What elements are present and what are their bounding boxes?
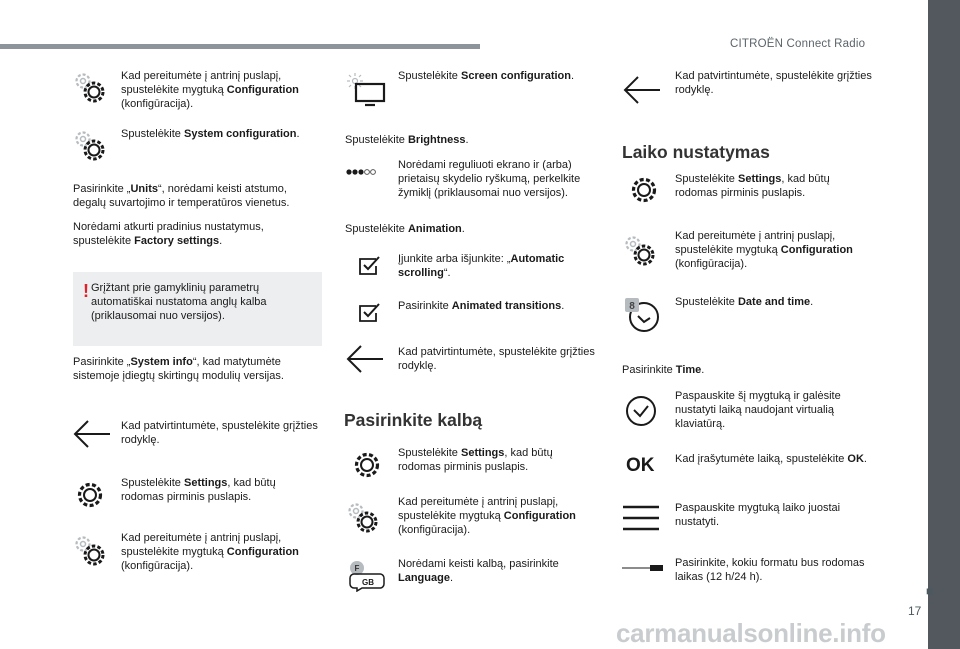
watermark: carmanualsonline.info bbox=[616, 618, 886, 648]
settings-gears-icon bbox=[72, 128, 108, 164]
col1-factory-paragraph: Norėdami atkurti pradinius nustatymus, spustelėkite Factory settings. bbox=[73, 221, 264, 247]
col3-configuration-paragraph: Kad pereitumėte į antrinį puslapį, spustelėkite mygtuką Configuration (konfigūracija). bbox=[675, 230, 853, 270]
col1-settings-paragraph: Spustelėkite Settings, kad būtų rodomas pirminis puslapis. bbox=[121, 477, 276, 503]
checkbox-checked-icon bbox=[358, 254, 382, 276]
checkbox-checked-icon bbox=[358, 301, 382, 323]
settings-gear-icon bbox=[353, 451, 381, 479]
header-rule bbox=[0, 44, 480, 49]
col2-auto-scroll-paragraph: Įjunkite arba išjunkite: „Automatic scrolling“. bbox=[398, 253, 565, 279]
col3-date-time-paragraph: Spustelėkite Date and time. bbox=[675, 296, 814, 308]
clock-badge-text: 8 bbox=[629, 301, 635, 312]
col1-units-paragraph: Pasirinkite „Units“, norėdami keisti atstumo, degalų suvartojimo ir temperatūros vienetus. bbox=[73, 183, 290, 209]
col1-configuration-paragraph: Kad pereitumėte į antrinį puslapį, spustelėkite mygtuką Configuration (konfigūracija). bbox=[121, 70, 299, 110]
language-icon-f: F bbox=[354, 564, 360, 573]
col1-configuration-paragraph-2: Kad pereitumėte į antrinį puslapį, spustelėkite mygtuką Configuration (konfigūracija). bbox=[121, 532, 299, 572]
back-arrow-icon bbox=[622, 75, 662, 105]
col1-system-configuration-paragraph: Spustelėkite System configuration. bbox=[121, 128, 300, 140]
menu-lines-icon bbox=[622, 503, 660, 533]
screen-brightness-icon bbox=[345, 72, 387, 108]
settings-gears-icon bbox=[72, 533, 108, 569]
col3-settings-paragraph: Spustelėkite Settings, kad būtų rodomas pirminis puslapis. bbox=[675, 173, 830, 199]
ok-icon: OK bbox=[626, 455, 655, 476]
col3-virtual-keyboard-paragraph: Paspauskite šį mygtuką ir galėsite nustatyti laiką naudojant virtualią klaviatūrą. bbox=[675, 390, 841, 430]
col2-language-paragraph: Norėdami keisti kalbą, pasirinkite Language. bbox=[398, 558, 559, 584]
col2-back-paragraph: Kad patvirtintumėte, spustelėkite grįžties rodyklę. bbox=[398, 346, 595, 372]
time-heading: Laiko nustatymas bbox=[622, 142, 770, 162]
col2-animation-paragraph: Spustelėkite Animation. bbox=[345, 223, 465, 235]
col2-screen-config-paragraph: Spustelėkite Screen configuration. bbox=[398, 70, 575, 82]
col2-brightness-description: Norėdami reguliuoti ekrano ir (arba) prietaisų skydelio ryškumą, perkelkite žymiklį (priklausomai nuo versijos). bbox=[398, 159, 581, 199]
col3-ok-paragraph: Kad įrašytumėte laiką, spustelėkite OK. bbox=[675, 453, 867, 465]
clock-icon bbox=[624, 296, 662, 334]
col2-brightness-paragraph: Spustelėkite Brightness. bbox=[345, 134, 469, 146]
col2-settings-paragraph: Spustelėkite Settings, kad būtų rodomas pirminis puslapis. bbox=[398, 447, 553, 473]
col2-animated-transitions-paragraph: Pasirinkite Animated transitions. bbox=[398, 300, 565, 312]
settings-gear-icon bbox=[630, 176, 658, 204]
col3-back-paragraph: Kad patvirtintumėte, spustelėkite grįžties rodyklę. bbox=[675, 70, 872, 96]
settings-gears-icon bbox=[345, 500, 381, 536]
language-icon bbox=[348, 560, 388, 592]
col3-format-paragraph: Pasirinkite, kokiu formatu bus rodomas laikas (12 h/24 h). bbox=[675, 557, 865, 583]
col1-back-paragraph: Kad patvirtintumėte, spustelėkite grįžties rodyklę. bbox=[121, 420, 318, 446]
col3-time-paragraph: Pasirinkite Time. bbox=[622, 364, 705, 376]
page-number: 17 bbox=[908, 604, 922, 618]
warning-text: Grįžtant prie gamyklinių parametrų automatiškai nustatoma anglų kalba (priklausomai nuo versijos). bbox=[91, 282, 267, 322]
col1-system-info-paragraph: Pasirinkite „System info“, kad matytumėte sistemoje įdiegtų skirtingų modulių versijas. bbox=[73, 356, 284, 382]
settings-gears-icon bbox=[72, 70, 108, 106]
back-arrow-icon bbox=[345, 344, 385, 374]
brightness-slider-icon bbox=[345, 166, 379, 178]
page-marker: ■ bbox=[926, 584, 934, 598]
col2-configuration-paragraph: Kad pereitumėte į antrinį puslapį, spustelėkite mygtuką Configuration (konfigūracija). bbox=[398, 496, 576, 536]
warning-icon: ! bbox=[83, 281, 89, 301]
brand-title: CITROËN Connect Radio bbox=[730, 38, 866, 50]
language-icon-gb: GB bbox=[362, 578, 374, 587]
language-heading: Pasirinkite kalbą bbox=[344, 410, 483, 430]
settings-gears-icon bbox=[622, 233, 658, 269]
edit-time-icon bbox=[624, 394, 658, 428]
format-toggle-icon bbox=[622, 561, 664, 573]
back-arrow-icon bbox=[72, 419, 112, 449]
page-edge-bar bbox=[928, 0, 960, 649]
settings-gear-icon bbox=[76, 481, 104, 509]
col3-timezone-paragraph: Paspauskite mygtuką laiko juostai nustatyti. bbox=[675, 502, 841, 528]
warning-box bbox=[73, 272, 322, 346]
